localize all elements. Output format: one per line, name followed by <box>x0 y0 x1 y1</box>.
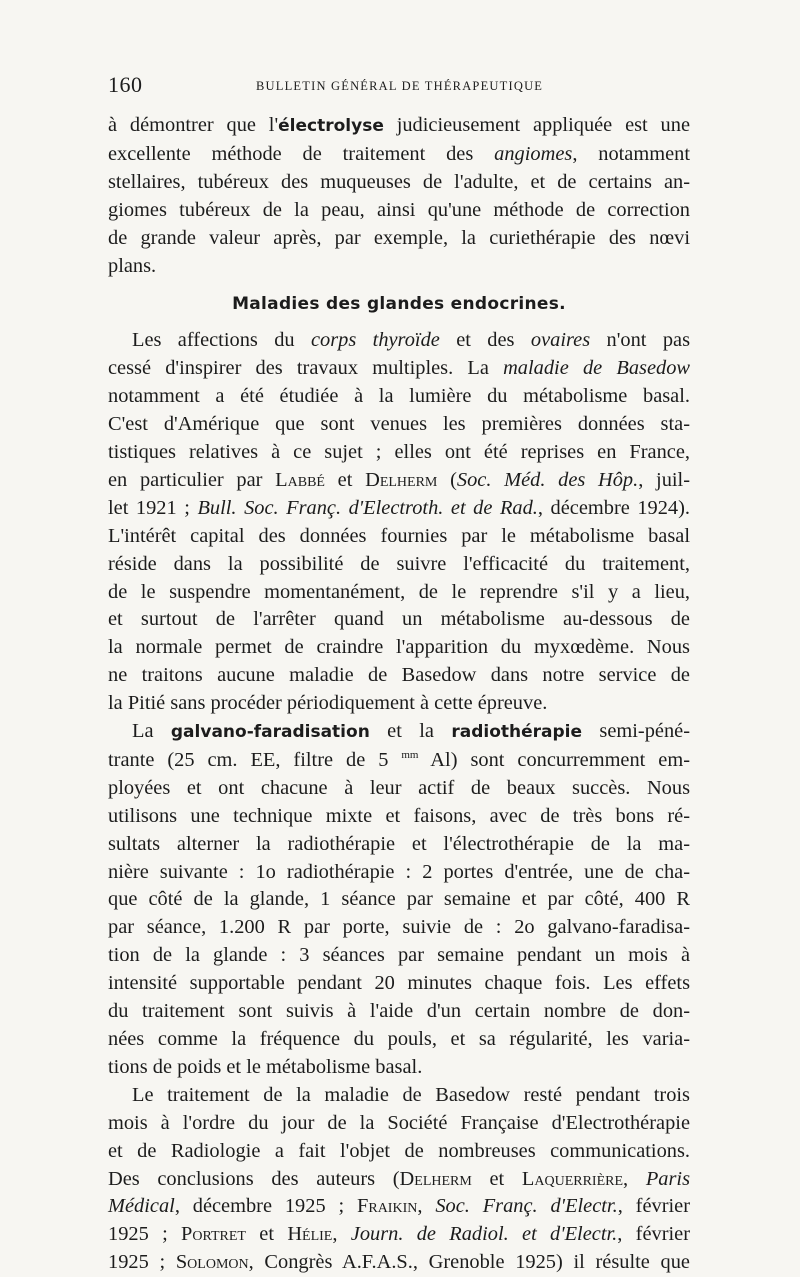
text-line: la Pitié sans procéder périodiquement à cette épreuve. <box>108 692 548 715</box>
text-line: nière suivante : 1o radiothérapie : 2 portes d'entrée, une de cha- <box>108 860 690 883</box>
body-text <box>108 112 690 1277</box>
text-line: giomes tubéreux de la peau, ainsi qu'une méthode de correction <box>108 198 690 221</box>
running-title: BULLETIN GÉNÉRAL DE THÉRAPEUTIQUE <box>256 79 544 93</box>
page-number: 160 <box>108 72 143 97</box>
text-line: et surtout de l'arrêter quand un métabolisme au-dessous de <box>108 608 690 631</box>
text-line: tions de poids et le métabolisme basal. <box>108 1055 423 1078</box>
text-line: réside dans la possibilité de suivre l'efficacité du traitement, <box>108 552 690 575</box>
text-line: de le suspendre momentanément, de le reprendre s'il y a lieu, <box>108 580 690 603</box>
text-line: notamment a été étudiée à la lumière du métabolisme basal. <box>108 385 690 408</box>
text-line: tion de la glande : 3 séances par semaine pendant un mois à <box>108 944 690 967</box>
text-line: stellaires, tubéreux des muqueuses de l'adulte, et de certains an- <box>108 170 690 193</box>
text-line: à démontrer que l'électrolyse judicieusement appliquée est une <box>108 114 690 136</box>
page-header <box>108 72 690 96</box>
text-line: La galvano-faradisation et la radiothérapie semi-péné- <box>132 720 690 743</box>
text-line: cessé d'inspirer des travaux multiples. La maladie de Basedow <box>108 357 690 380</box>
text-line: nées comme la fréquence du pouls, et sa régularité, les varia- <box>108 1028 690 1050</box>
text-line: utilisons une technique mixte et faisons, avec de très bons ré- <box>108 804 690 827</box>
text-line: 1925 ; Solomon, Congrès A.F.A.S., Grenoble 1925) il résulte que <box>108 1251 690 1274</box>
text-line: mois à l'ordre du jour de la Société Française d'Electrothérapie <box>108 1111 690 1134</box>
text-line: ployées et ont chacune à leur actif de beaux succès. Nous <box>108 776 690 799</box>
text-line: let 1921 ; Bull. Soc. Franç. d'Electroth. et de Rad., décembre 1924). <box>108 496 691 519</box>
text-line: excellente méthode de traitement des angiomes, notamment <box>108 142 690 165</box>
text-line: que côté de la glande, 1 séance par semaine et par côté, 400 R <box>108 888 690 911</box>
text-line: sultats alterner la radiothérapie et l'électrothérapie de la ma- <box>108 832 690 855</box>
text-line: Médical, décembre 1925 ; Fraikin, Soc. Franç. d'Electr., février <box>108 1195 690 1218</box>
text-line: intensité supportable pendant 20 minutes chaque fois. Les effets <box>108 972 690 995</box>
text-line: Le traitement de la maladie de Basedow resté pendant trois <box>132 1083 690 1106</box>
text-line: et de Radiologie a fait l'objet de nombreuses communications. <box>108 1139 690 1162</box>
text-line: tistiques relatives à ce sujet ; elles ont été reprises en France, <box>108 440 690 463</box>
text-line: de grande valeur après, par exemple, la curiethérapie des nœvi <box>108 226 690 249</box>
text-line: 1925 ; Portret et Hélie, Journ. de Radiol. et d'Electr., février <box>108 1223 690 1246</box>
text-line: ne traitons aucune maladie de Basedow dans notre service de <box>108 664 690 687</box>
text-line: Les affections du corps thyroïde et des ovaires n'ont pas <box>132 329 690 352</box>
text-line: L'intérêt capital des données fournies par le métabolisme basal <box>108 524 690 547</box>
text-line: trante (25 cm. EE, filtre de 5 $^{mm}$ Al) sont concurremment em- <box>108 748 690 771</box>
text-line: plans. <box>108 254 157 277</box>
text-line: Des conclusions des auteurs (Delherm et Laquerrière, Paris <box>108 1167 690 1190</box>
section-heading: Maladies des glandes endocrines. <box>232 294 566 315</box>
text-line: par séance, 1.200 R par porte, suivie de : 2o galvano-faradisa- <box>108 916 690 939</box>
text-line: la normale permet de craindre l'apparition du myxœdème. Nous <box>108 636 690 659</box>
text-line: C'est d'Amérique que sont venues les premières données sta- <box>108 413 690 436</box>
text-line: du traitement sont suivis à l'aide d'un certain nombre de don- <box>108 1000 690 1023</box>
text-line: en particulier par Labbé et Delherm (Soc. Méd. des Hôp., juil- <box>108 468 691 491</box>
